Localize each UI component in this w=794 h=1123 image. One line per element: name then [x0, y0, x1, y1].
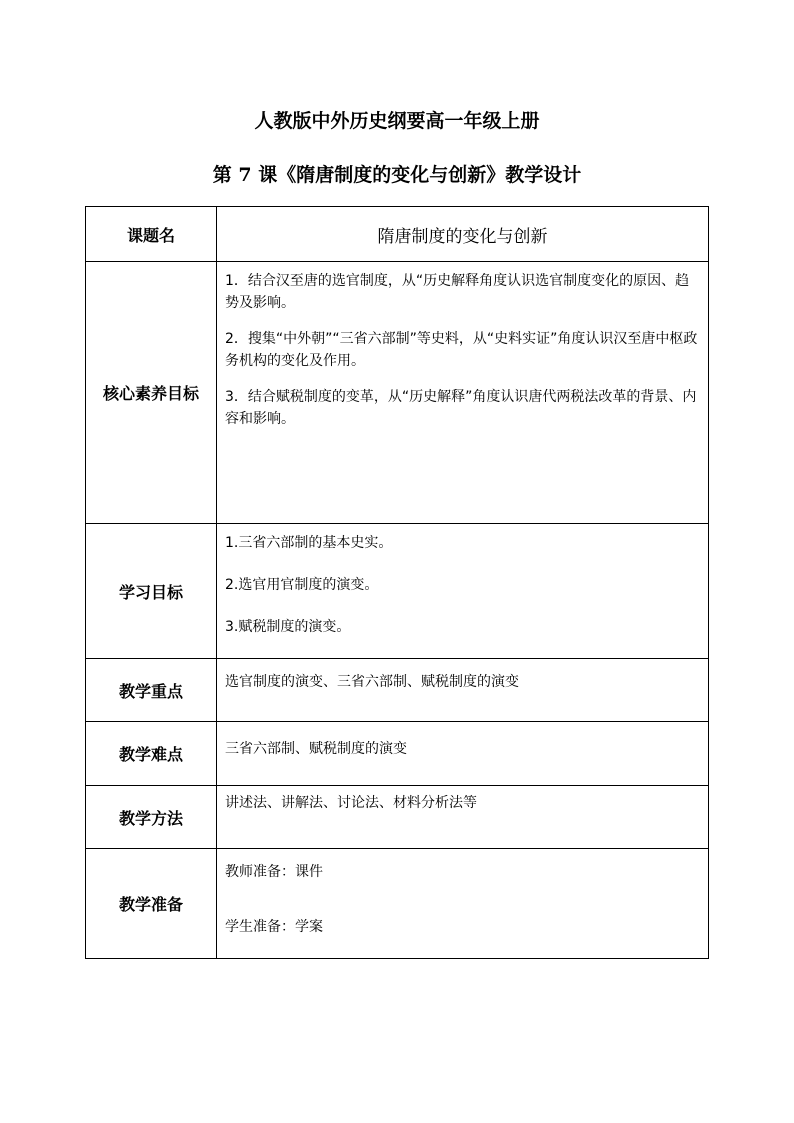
label-difficult-points: 教学难点: [86, 722, 217, 786]
document-title: 人教版中外历史纲要高一年级上册: [254, 110, 540, 132]
core-goal-item: 3．结合赋税制度的变革，从“历史解释”角度认识唐代两税法改革的背景、内容和影响。: [225, 389, 697, 427]
methods-value: 讲述法、讲解法、讨论法、材料分析法等: [217, 786, 709, 849]
label-key-points: 教学重点: [86, 659, 217, 722]
key-points-value: 选官制度的演变、三省六部制、赋税制度的演变: [217, 659, 709, 722]
lesson-plan-table: [85, 206, 709, 959]
table-row-learning-goals: [86, 524, 709, 659]
document-subtitle: 第 7 课《隋唐制度的变化与创新》教学设计: [212, 164, 582, 186]
table-row-key-points: [86, 659, 709, 722]
table-row-preparation: [86, 849, 709, 959]
student-preparation: 学生准备：学案: [225, 919, 323, 935]
core-goals-content: [217, 262, 709, 524]
label-preparation: 教学准备: [86, 849, 217, 959]
learning-goal-item: 1.三省六部制的基本史实。: [225, 535, 393, 551]
table-row-core-goals: [86, 262, 709, 524]
label-learning-goals: 学习目标: [86, 524, 217, 659]
difficult-points-value: 三省六部制、赋税制度的演变: [217, 722, 709, 786]
learning-goal-item: 3.赋税制度的演变。: [225, 619, 351, 635]
table-row-topic: [86, 207, 709, 262]
label-core-goals: 核心素养目标: [86, 262, 217, 524]
teacher-preparation: 教师准备：课件: [225, 864, 323, 880]
core-goal-item: 1．结合汉至唐的选官制度，从“历史解释角度认识选官制度变化的原因、趋势及影响。: [225, 273, 690, 311]
learning-goals-content: [217, 524, 709, 659]
label-methods: 教学方法: [86, 786, 217, 849]
topic-value: 隋唐制度的变化与创新: [217, 207, 709, 262]
learning-goal-item: 2.选官用官制度的演变。: [225, 577, 379, 593]
preparation-content: [217, 849, 709, 959]
core-goal-item: 2．搜集“中外朝”“三省六部制”等史料，从“史料实证”角度认识汉至唐中枢政务机构的变化及作用。: [225, 331, 698, 369]
label-topic: 课题名: [86, 207, 217, 262]
table-row-difficult-points: [86, 722, 709, 786]
table-row-methods: [86, 786, 709, 849]
